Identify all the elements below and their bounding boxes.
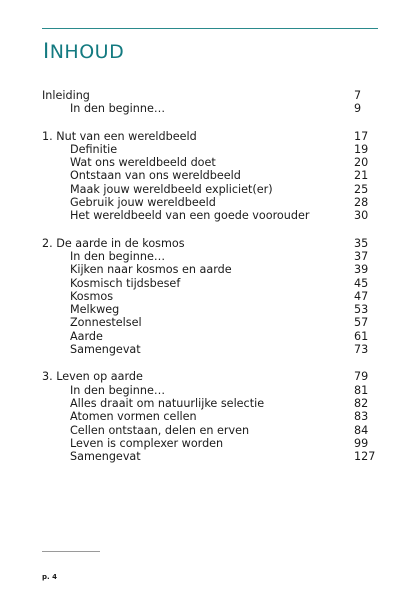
- toc-entry-label: Kosmos: [70, 289, 114, 303]
- toc-heading-label: 1. Nut van een wereldbeeld: [42, 129, 197, 143]
- toc-entry-row[interactable]: [42, 263, 378, 276]
- toc-entry-label: Atomen vormen cellen: [70, 410, 197, 424]
- toc-entry-page: 53: [354, 303, 369, 317]
- toc-heading-label: 2. De aarde in de kosmos: [42, 236, 185, 250]
- toc-entry-page: 84: [354, 423, 369, 437]
- toc-entry-page: 81: [354, 383, 369, 397]
- toc-entry-page: 9: [354, 102, 362, 116]
- toc-entry-label: In den beginne…: [70, 383, 166, 397]
- toc-entry-page: 47: [354, 289, 369, 303]
- toc-entry-row[interactable]: [42, 290, 378, 303]
- footer-divider: [42, 551, 100, 552]
- toc-heading-page: 17: [354, 129, 369, 143]
- page-title-rest: NHOUD: [49, 41, 125, 63]
- toc-entry-row[interactable]: [42, 437, 378, 450]
- toc-entry-page: 30: [354, 209, 369, 223]
- toc-entry-label: Kosmisch tijdsbesef: [70, 276, 181, 290]
- toc-entry-page: 57: [354, 316, 369, 330]
- toc-entry-page: 28: [354, 196, 369, 210]
- toc-entry-row[interactable]: [42, 183, 378, 196]
- toc-section: [42, 89, 378, 116]
- toc-entry-row[interactable]: [42, 209, 378, 222]
- toc-entry-label: Leven is complexer worden: [70, 436, 224, 450]
- toc-entry-label: Ontstaan van ons wereldbeeld: [70, 169, 241, 183]
- top-divider: [42, 28, 378, 29]
- page-number: p. 4: [42, 573, 57, 581]
- toc-section: [42, 237, 378, 357]
- toc-entry-row[interactable]: [42, 316, 378, 329]
- toc-entry-page: 61: [354, 329, 369, 343]
- toc-entry-row[interactable]: [42, 397, 378, 410]
- toc-entry-page: 82: [354, 396, 369, 410]
- toc-entry-row[interactable]: [42, 343, 378, 356]
- toc-entry-label: Zonnestelsel: [70, 316, 142, 330]
- toc-heading-page: 35: [354, 236, 369, 250]
- toc-entry-row[interactable]: [42, 169, 378, 182]
- toc-entry-row[interactable]: [42, 102, 378, 115]
- toc-heading-page: 79: [354, 370, 369, 384]
- page-title: [43, 40, 124, 63]
- toc-heading-row[interactable]: [42, 237, 378, 250]
- toc-heading-label: Inleiding: [42, 89, 90, 102]
- toc-entry-page: 25: [354, 182, 369, 196]
- toc-entry-page: 20: [354, 156, 369, 170]
- toc-entry-row[interactable]: [42, 384, 378, 397]
- toc-section: [42, 370, 378, 463]
- toc-entry-label: Wat ons wereldbeeld doet: [70, 156, 216, 170]
- toc-heading-row[interactable]: [42, 370, 378, 383]
- toc-entry-page: 73: [354, 343, 369, 357]
- toc-entry-page: 45: [354, 276, 369, 290]
- toc-heading-label: 3. Leven op aarde: [42, 370, 143, 384]
- toc-entry-label: Definitie: [70, 142, 118, 156]
- toc-heading-row[interactable]: [42, 130, 378, 143]
- table-of-contents: [42, 89, 378, 477]
- toc-entry-row[interactable]: [42, 330, 378, 343]
- toc-entry-row[interactable]: [42, 156, 378, 169]
- toc-entry-row[interactable]: [42, 196, 378, 209]
- toc-entry-row[interactable]: [42, 250, 378, 263]
- toc-entry-row[interactable]: [42, 410, 378, 423]
- toc-entry-row[interactable]: [42, 424, 378, 437]
- toc-entry-label: Maak jouw wereldbeeld expliciet(er): [70, 182, 273, 196]
- toc-entry-label: Het wereldbeeld van een goede voorouder: [70, 209, 310, 223]
- toc-entry-page: 37: [354, 249, 369, 263]
- toc-entry-page: 99: [354, 436, 369, 450]
- toc-entry-page: 127: [354, 450, 376, 464]
- toc-entry-label: Samengevat: [70, 450, 141, 464]
- toc-section: [42, 130, 378, 223]
- toc-entry-label: Melkweg: [70, 303, 120, 317]
- toc-entry-row[interactable]: [42, 303, 378, 316]
- toc-entry-label: In den beginne…: [70, 249, 166, 263]
- toc-heading-row[interactable]: [42, 89, 378, 102]
- toc-entry-row[interactable]: [42, 277, 378, 290]
- toc-entry-label: Samengevat: [70, 343, 141, 357]
- toc-entry-page: 39: [354, 263, 369, 277]
- toc-entry-row[interactable]: [42, 450, 378, 463]
- toc-entry-label: In den beginne…: [70, 102, 166, 116]
- toc-entry-page: 19: [354, 142, 369, 156]
- toc-entry-row[interactable]: [42, 143, 378, 156]
- toc-entry-label: Kijken naar kosmos en aarde: [70, 263, 232, 277]
- toc-entry-label: Aarde: [70, 329, 103, 343]
- toc-entry-page: 21: [354, 169, 369, 183]
- page-title-initial: I: [43, 39, 50, 63]
- toc-heading-page: 7: [354, 89, 362, 102]
- toc-entry-page: 83: [354, 410, 369, 424]
- toc-entry-label: Alles draait om natuurlijke selectie: [70, 396, 265, 410]
- toc-entry-label: Gebruik jouw wereldbeeld: [70, 196, 216, 210]
- toc-entry-label: Cellen ontstaan, delen en erven: [70, 423, 250, 437]
